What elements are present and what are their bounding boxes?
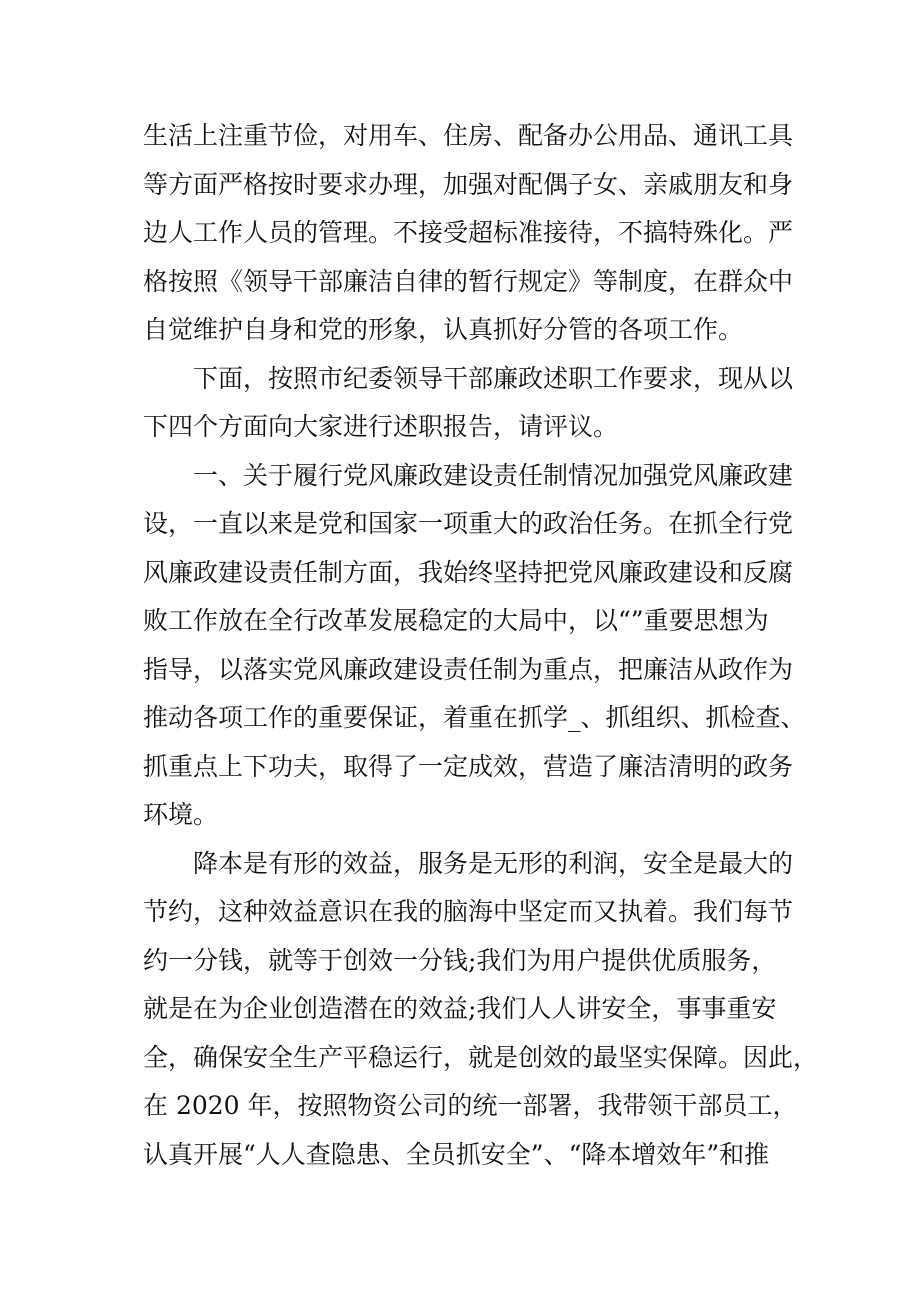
text-line: 在 2020 年，按照物资公司的统一部署，我带领干部员工， (143, 1091, 798, 1120)
text-line: 就是在为企业创造潜在的效益;我们人人讲安全，事事重安 (143, 994, 777, 1023)
text-line: 约一分钱，就等于创效一分钱;我们为用户提供优质服务， (143, 945, 777, 975)
paragraph-start-line: 降本是有形的效益，服务是无形的利润，安全是最大的 (193, 848, 794, 878)
text-line: 环境。 (143, 800, 219, 829)
text-line: 认真开展“人人查隐患、全员抓安全”、“降本增效年”和推 (143, 1139, 770, 1169)
text-line: 风廉政建设责任制方面，我始终坚持把党风廉政建设和反腐 (143, 557, 794, 587)
text-line: 指导，以落实党风廉政建设责任制为重点，把廉洁从政作为 (143, 654, 794, 684)
text-line: 设，一直以来是党和国家一项重大的政治任务。在抓全行党 (143, 509, 794, 538)
text-line: 抓重点上下功夫，取得了一定成效，营造了廉洁清明的政务 (143, 751, 794, 781)
body-text (143, 112, 819, 1179)
text-line: 节约，这种效益意识在我的脑海中坚定而又执着。我们每节 (143, 897, 794, 926)
text-line: 生活上注重节俭，对用车、住房、配备办公用品、通讯工具 (143, 121, 794, 150)
text-line: 败工作放在全行改革发展稳定的大局中，以“”重要思想为 (143, 606, 769, 635)
text-line: 自觉维护自身和党的形象，认真抓好分管的各项工作。 (143, 315, 744, 344)
text-line: 推动各项工作的重要保证，着重在抓学_、抓组织、抓检查、 (143, 703, 806, 732)
text-line: 下四个方面向大家进行述职报告，请评议。 (143, 412, 619, 441)
text-line: 全，确保安全生产平稳运行，就是创效的最坚实保障。因此， (143, 1042, 819, 1072)
text-line: 边人工作人员的管理。不接受超标准接待，不搞特殊化。严 (143, 218, 794, 247)
text-line: 等方面严格按时要求办理，加强对配偶子女、亲戚朋友和身 (143, 169, 794, 199)
paragraph-start-line: 下面，按照市纪委领导干部廉政述职工作要求，现从以 (193, 363, 794, 393)
text-line: 格按照《领导干部廉洁自律的暂行规定》等制度，在群众中 (143, 266, 794, 296)
paragraph-start-line: 一、关于履行党风廉政建设责任制情况加强党风廉政建 (193, 460, 794, 490)
